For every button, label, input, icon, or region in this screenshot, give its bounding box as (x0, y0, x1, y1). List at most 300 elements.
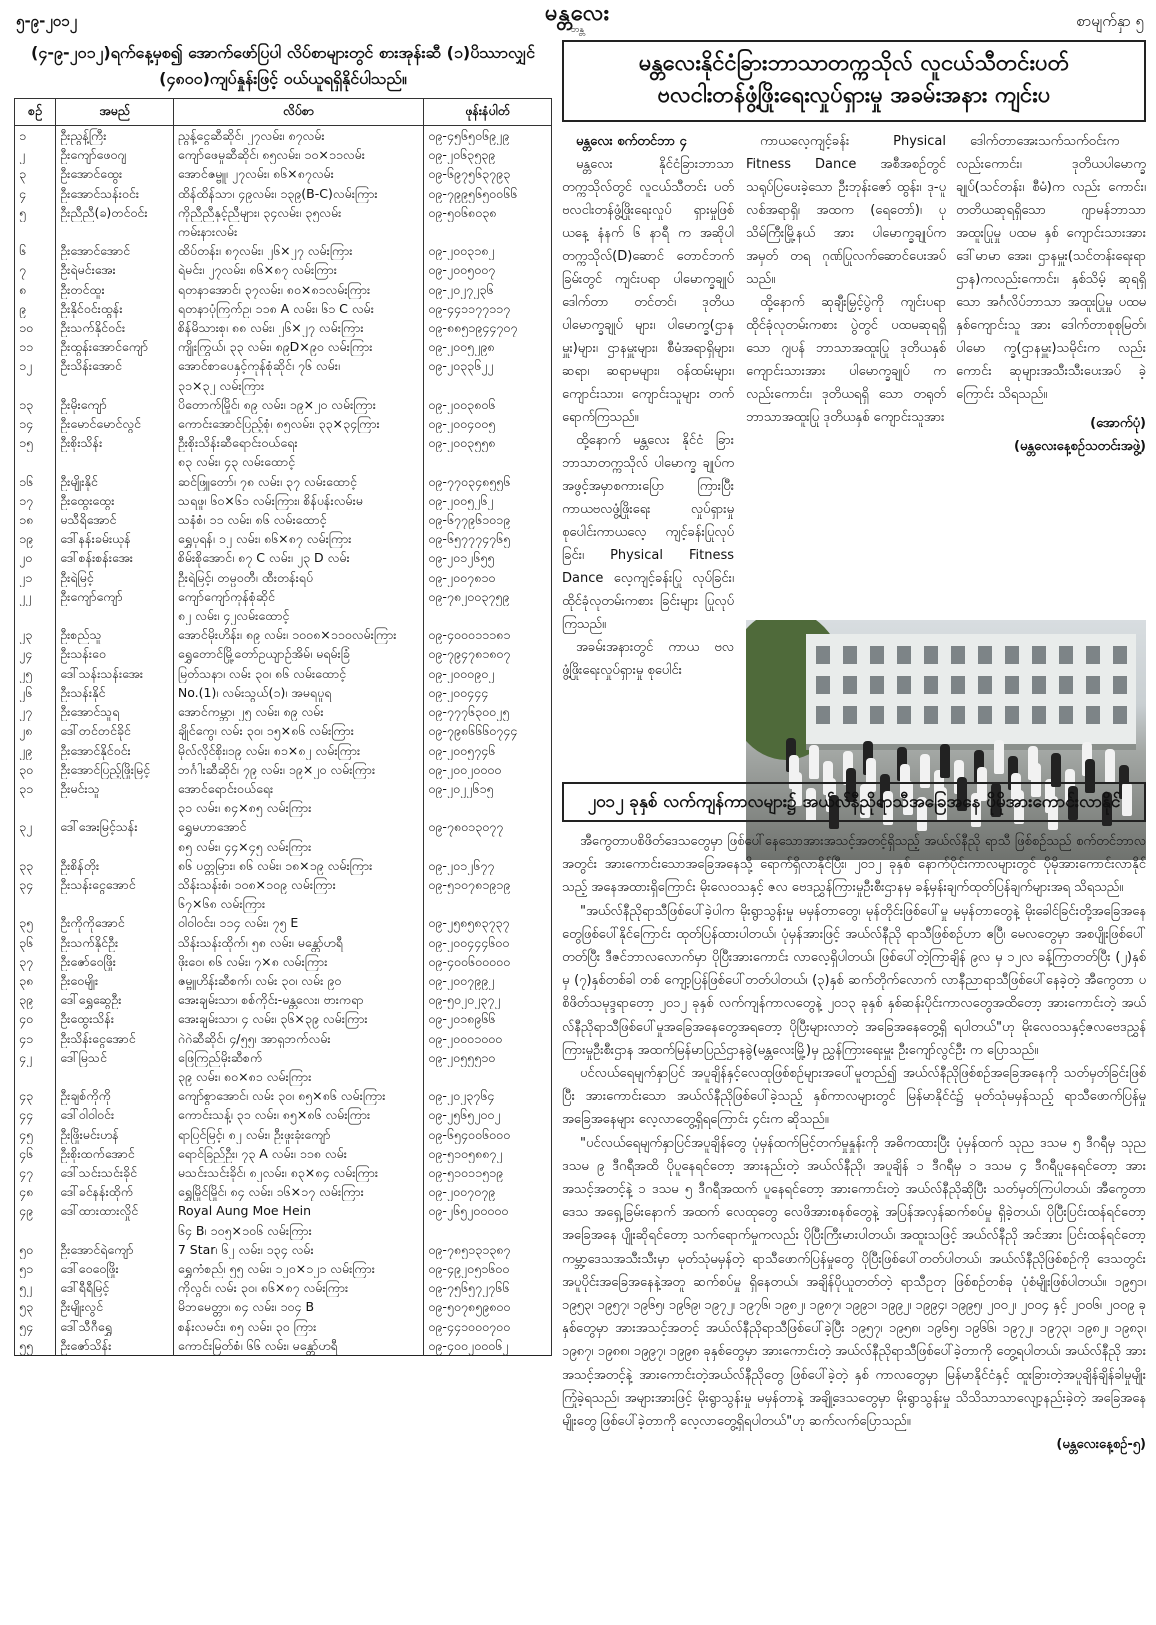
seller-address: ကောင်းအောင်ပြည့်စုံ၊ ၈၅လမ်း၊ ၃၃×၃၄ကြား (173, 414, 423, 433)
seller-phone: ၀၉-၄၅၆၅၀၆၉၂၉ (424, 126, 552, 146)
table-row (15, 779, 552, 798)
seller-phone: ၀၉-၇၇၇၆၃၀၀၂၅ (424, 702, 552, 721)
seller-name: ဦးတင်ထူး (56, 280, 174, 299)
row-number: ၁၇ (15, 491, 56, 510)
table-row (15, 587, 552, 606)
seller-name: ဒေါ်ထားထားလှိုင် (56, 1201, 174, 1220)
row-number: ၄၉ (15, 1201, 56, 1220)
seller-phone: ၀၉-၂၀၀၃၈၀၆ (424, 395, 552, 414)
article2-paragraph: ပင်လယ်ရေမျက်နှာပြင် အပူချိန်နှင့်လေထုဖြစ်စဉ်များအပေါ်မူတည်၍ အယ်လ်နီညိုဖြစ်စဉ်အခြေအနေကို သတ်မှတ်ခြင်းဖြစ်ပြီး အားကောင်းသော အယ်လ်နီညိုဖြစ်ပေါ်ခဲ့သည့် နှစ်ကာလများတွင် မြန်မာနိုင်ငံ၌ မုတ်သုံမမှန်သည့် ရာသီဖောက်ပြန်မှုအခြေအနေများ လေ့လာတွေ့ရှိရကြောင်း ၄င်းက ဆိုသည်။ (562, 1066, 1146, 1128)
seller-name: ဦးဖြိုးမင်းဟန် (56, 1125, 174, 1144)
seller-phone: ၀၉-၂၀၃၃၆၂၂ (424, 356, 552, 375)
table-row (15, 798, 552, 817)
seller-address: ဖြေကြည်မိုးဆီစက် (173, 1048, 423, 1067)
row-number: ၈ (15, 280, 56, 299)
photo-window (1086, 706, 1100, 724)
dateline: မန္တလေး စက်တင်ဘာ ၄ (576, 134, 687, 149)
seller-phone: ၀၉-၂၀၀၃၁၈၂ (424, 241, 552, 260)
seller-phone: ၀၉-၂၀၀၃၅၅၈ (424, 433, 552, 452)
row-number: ၄၁ (15, 1029, 56, 1048)
seller-phone: ၀၉-၆၇၇၉၆၁၀၁၉ (424, 510, 552, 529)
photo-window (1059, 646, 1073, 664)
seller-name: ဦးမင်းသူ (56, 779, 174, 798)
row-number: ၂၈ (15, 721, 56, 740)
row-number: ၁၃ (15, 395, 56, 414)
seller-address: ဆင်ဖြူတော်၊ ၇၈ လမ်း၊ ၃၇ လမ်းထောင့် (173, 472, 423, 491)
seller-name: ဦးဇော်ဝေဖြိုး (56, 952, 174, 971)
page-number: စာမျက်နှာ ၅ (1076, 12, 1144, 30)
seller-address: ရဲမင်း၊ ၂၇လမ်း၊ ၈၆×၈၇ လမ်းကြား (173, 260, 423, 279)
table-row (15, 337, 552, 356)
article1-paragraph: အခမ်းအနားတွင် ကာယ ဗလ ဖွံ့ဖြိုးရေးလှုပ်ရှားမှု စုပေါင်း (562, 640, 734, 678)
table-row (15, 664, 552, 683)
seller-name (56, 606, 174, 625)
table-row (15, 644, 552, 663)
table-row (15, 280, 552, 299)
seller-phone: ၀၉-၄၀၀၂၀၀၀၆၂ (424, 1336, 552, 1356)
table-row (15, 702, 552, 721)
seller-phone: ၀၉-၂၀၁၂၆၇၇ (424, 856, 552, 875)
directory-table (14, 98, 552, 1356)
seller-address: စိန်မိသားစု၊ ၈၈ လမ်း၊ ၂၆×၂၇ လမ်းကြား (173, 318, 423, 337)
seller-phone: ၀၉-၇၉၄၇၈၁၈၀၇ (424, 644, 552, 663)
table-row (15, 741, 552, 760)
table-row (15, 203, 552, 222)
seller-address: ၈၂ လမ်း၊ ၄၂လမ်းထောင့် (173, 606, 423, 625)
table-row (15, 837, 552, 856)
seller-name: ဦးအောင်အောင် (56, 241, 174, 260)
seller-address: မြတ်သနာ၊ လမ်း ၃၀၊ ၈၆ လမ်းထောင့် (173, 664, 423, 683)
table-row (15, 145, 552, 164)
row-number (15, 1067, 56, 1086)
table-row (15, 1086, 552, 1105)
table-row (15, 260, 552, 279)
seller-phone: ၀၉-၄၀၀၀၁၁၁၈၁ (424, 625, 552, 644)
photo-window (978, 646, 992, 664)
row-number: ၄၀ (15, 1009, 56, 1028)
photo-window (1086, 646, 1100, 664)
photo-window (843, 676, 857, 694)
seller-phone: ၀၉-၅၁၀၁၁၅၁၉ (424, 1163, 552, 1182)
seller-phone (424, 376, 552, 395)
table-row (15, 1105, 552, 1124)
seller-name: ဦးညီညီ(ခ)တင်ဝင်း (56, 203, 174, 222)
seller-name: ဦးညွန့်ကြီး (56, 126, 174, 146)
photo-window (843, 706, 857, 724)
seller-address: သနံစံ၊ ၁၁ လမ်း၊ ၈၆ လမ်းထောင့် (173, 510, 423, 529)
seller-phone: ၀၉-၇၇၀၃၄၈၅၅၆ (424, 472, 552, 491)
table-row (15, 990, 552, 1009)
row-number (15, 894, 56, 913)
seller-name (56, 894, 174, 913)
table-row (15, 510, 552, 529)
row-number: ၅၃ (15, 1297, 56, 1316)
news-section (562, 40, 1146, 1453)
row-number: ၂၇ (15, 702, 56, 721)
seller-phone: ၀၉-၇၉၈၆၆၆၀၇၄၄ (424, 721, 552, 740)
photo-window (870, 646, 884, 664)
photo-window (1032, 706, 1046, 724)
seller-name: ဒေါ်ရီရီမြင့် (56, 1278, 174, 1297)
seller-address: ဇမ္ဗူဟိန်းဆီစက်၊ လမ်း ၃၀၊ လမ်း ၉၀ (173, 971, 423, 990)
article1-body (562, 130, 1146, 722)
seller-phone (424, 894, 552, 913)
row-number: ၂၃ (15, 625, 56, 644)
row-number: ၃၅ (15, 913, 56, 932)
row-number: ၅၄ (15, 1317, 56, 1336)
table-row (15, 126, 552, 146)
row-number: ၁၅ (15, 433, 56, 452)
seller-name: ဦးအောင်ထွေး (56, 164, 174, 183)
seller-name (56, 1067, 174, 1086)
photo-window (1059, 706, 1073, 724)
seller-name: ဦးသက်နိုင်ဦး (56, 933, 174, 952)
seller-name (56, 452, 174, 471)
seller-name: ဦးမောင်မောင်လွင် (56, 414, 174, 433)
masthead-logo (515, 2, 640, 36)
article1-column-3 (956, 130, 1146, 458)
seller-phone: ၀၉-၇၈၂၀၀၃၇၅၉ (424, 587, 552, 606)
table-row (15, 1259, 552, 1278)
seller-name: ဦးအောင်သူရ (56, 702, 174, 721)
row-number (15, 798, 56, 817)
table-row (15, 184, 552, 203)
seller-name (56, 222, 174, 241)
seller-address: ၈၅ လမ်း၊ ၄၄×၄၅ လမ်းကြား (173, 837, 423, 856)
seller-phone: ၀၉-၂၀၅၅၅၁၀ (424, 1048, 552, 1067)
seller-address: ရာပြင်မြင့်၊ ၈၂ လမ်း၊ ဦးဖူးခုံးကျော် (173, 1125, 423, 1144)
photo-window (816, 706, 830, 724)
seller-phone: ၀၉-၂၀၀၀၁၀၀၀ (424, 1029, 552, 1048)
seller-phone: ၀၉-၂၀၀၄၄၄၆၀၀ (424, 933, 552, 952)
table-row (15, 1029, 552, 1048)
photo-window (978, 676, 992, 694)
seller-name: ဦးဇော်သိန်း (56, 1336, 174, 1356)
page-header (0, 0, 1156, 38)
seller-name: ဒေါ်ရွှေဆွေဦး (56, 990, 174, 1009)
seller-address: ကျိုးကြွယ်၊ ၃၃ လမ်း၊ ၈၉D×၉၀ လမ်းကြား (173, 337, 423, 356)
seller-address: ချိုင်ကွေ၊ လမ်း ၃၀၊ ၁၅×၈၆ လမ်းကြား (173, 721, 423, 740)
row-number (15, 606, 56, 625)
seller-name: ဦးမျိုးလွင် (56, 1297, 174, 1316)
seller-address: ၃၁ လမ်း၊ ၈၄×၈၅ လမ်းကြား (173, 798, 423, 817)
seller-phone: ၀၉-၈၈၅၁၉၄၄၇၀၇ (424, 318, 552, 337)
seller-address: ရွှေပုရန်၊ ၁၂ လမ်း၊ ၈၆×၈၇ လမ်းကြား (173, 529, 423, 548)
article1-headline-line2: ဗလငါးတန်ဖွံ့ဖြိုးရေးလှုပ်ရှားမှု အခမ်းအနား ကျင်းပ (657, 83, 1051, 108)
seller-address: ဖိုးဝေ၊ ၈၆ လမ်း၊ ၇×၈ လမ်းကြား (173, 952, 423, 971)
row-number: ၄၃ (15, 1086, 56, 1105)
photo-window (951, 646, 965, 664)
seller-address: အေးချမ်းသာ၊ စစ်ကိုင်း-မန္တလေး၊ ဗားကရာ (173, 990, 423, 1009)
article2-paragraph: "ပင်လယ်ရေမျက်နှာပြင်အပူချိန်တွေ ပုံမှန်ထက်မြင့်တက်မှုနှုန်းကို အဓိကထားပြီး ပုံမှန်ထက် သုည ဒသမ ၅ ဒီဂရီမှ သုည ဒသမ ၉ ဒီဂရီအထိ ပိုပူနေရင်တော့ အားနည်းတဲ့ အယ်လ်နီညို၊ အပူချိန် ၁ ဒီဂရီမှ ၁ ဒသမ ၄ ဒီဂရီပူနေရင်တော့ အားအသင့်အတင့်နဲ့ ၁ ဒသမ ၅ ဒီဂရီအထက် ပူနေရင်တော့ အားကောင်းတဲ့ အယ်လ်နီညိုဆိုပြီး သတ်မှတ်ကြပါတယ်၊ အီကွေတာဒေသ အရှေ့ခြမ်းနောက် အထက် လေထုတွေ လေဖိအားစနစ်တွေနဲ့ အပြန်အလှန်ဆက်စပ်မှု ရှိခဲ့တယ်၊ ပိုပြီးပြင်းထန်ရင်တော့ အခြေအနေ ပျိုးဆိုရင်တော့ သက်ရောက်မှုကလည်း ပိုပြီးကြီးမားပါတယ်၊ အထူးသဖြင့် အယ်လ်နီညို အင်အား ပြင်းထန်ရင်တော့ ကမ္ဘာ့ဒေသအသီးသီးမှာ မုတ်သုံမမှန်တဲ့ ရာသီဖောက်ပြန်မှုတွေ ပိုပြီးဖြစ်ပေါ်တတ်ပါတယ်၊ အယ်လ်နီညိုဖြစ်စဉ်ကို ဒေသတွင်း အပူပိုင်းအခြေအနေနဲ့အတူ ဆက်စပ်မှု ရှိနေတယ်၊ အချိန်ပိုယူတတ်တဲ့ ရာသီဥတု ဖြစ်စဉ်တစ်ခု ပုံစံမျိုးဖြစ်ပါတယ်။ ၁၉၅၁၊ ၁၉၅၃၊ ၁၉၅၇၊ ၁၉၆၅၊ ၁၉၆၉၊ ၁၉၇၂၊ ၁၉၇၆၊ ၁၉၈၂၊ ၁၉၈၇၊ ၁၉၉၁၊ ၁၉၉၂၊ ၁၉၉၄၊ ၁၉၉၅၊ ၂၀၀၂၊ ၂၀၀၄ နှင့် ၂၀၀၆၊ ၂၀၀၉ ခုနှစ်တွေမှာ အားအသင့်အတင့် အယ်လ်နီညိုရာသီဖြစ်ပေါ်ခဲ့ပြီး ၁၉၅၇၊ ၁၉၅၈၊ ၁၉၆၅၊ ၁၉၆၆၊ ၁၉၇၂၊ ၁၉၇၃၊ ၁၉၈၂၊ ၁၉၈၃၊ ၁၉၈၇၊ ၁၉၈၈၊ ၁၉၉၇၊ ၁၉၉၈ ခုနှစ်တွေမှာ အားကောင်းတဲ့ အယ်လ်နီညိုရာသီဖြစ်ပေါ်ခဲ့တာကို တွေ့ရပါတယ်၊ အယ်လ်နီညို အားအသင့်အတင့်နဲ့ အားကောင်းတဲ့အယ်လ်နီညိုတွေ ဖြစ်ပေါ်ခဲ့တဲ့ နှစ် ကာလတွေမှာ မြန်မာနိုင်ငံနှင့် ထူးခြားတဲ့အပူချိန်ချိန်ခါမှုမျိုး ကြုံခဲ့ရသည်၊ အများအားဖြင့် မိုးရွာသွန်းမှု မမှန်တာနဲ့ အချို့ဒေသတွေမှာ မိုးရွာသွန်းမှု သိသိသာသာလျော့နည်းခဲ့တဲ့ အခြေအနေမျိုးတွေ ဖြစ်ပေါ်ခဲ့တာကို လေ့လာတွေ့ရှိရပါတယ်"ဟု ဆက်လက်ပြောသည်။ (562, 1135, 1146, 1430)
photo-window (924, 676, 938, 694)
seller-phone: ၀၉-၅၁၀၅၈၈၇၂ (424, 1144, 552, 1163)
table-row (15, 299, 552, 318)
col-header-address: လိပ်စာ (173, 99, 423, 126)
row-number: ၄၅ (15, 1125, 56, 1144)
row-number (15, 452, 56, 471)
seller-address: ၆၇×၆၈ လမ်းကြား (173, 894, 423, 913)
col-header-phone: ဖုန်းနံပါတ် (424, 99, 552, 126)
photo-person (809, 745, 819, 779)
row-number: ၄၄ (15, 1105, 56, 1124)
seller-address: ၈၆ ပတ္တမြား၊ ၈၆ လမ်း၊ ၁၈×၁၉ လမ်းကြား (173, 856, 423, 875)
seller-name (56, 376, 174, 395)
seller-name: ဒေါ်ဝါဝါဝင်း (56, 1105, 174, 1124)
row-number: ၄၇ (15, 1163, 56, 1182)
table-row (15, 1297, 552, 1316)
seller-phone: ၀၉-၅၁၀၇၈၁၉၁၉ (424, 875, 552, 894)
seller-name: ဒေါ်သင်းသင်းခိုင် (56, 1163, 174, 1182)
seller-phone: ၀၉-၇၈၀၁၃၀၇၇ (424, 817, 552, 836)
seller-phone: ၀၉-၇၅၆၅၇၂၇၆၆ (424, 1278, 552, 1297)
photo-window (924, 706, 938, 724)
seller-address: ကျော်စွာအောင်၊ လမ်း ၃၀၊ ၈၅×၈၆ လမ်းကြား (173, 1086, 423, 1105)
table-row (15, 1009, 552, 1028)
row-number: ၁၀ (15, 318, 56, 337)
col-header-no: စဉ် (15, 99, 56, 126)
seller-name: ဦးထွန်းအောင်ကျော် (56, 337, 174, 356)
seller-phone: ၀၉-၂၀၂၃၇၆၄ (424, 1086, 552, 1105)
table-body (15, 126, 552, 1356)
seller-address: No.(1)၊ လမ်းသွယ်(၁)၊ အမရပူရ (173, 683, 423, 702)
seller-address: ၃၁×၃၂ လမ်းကြား (173, 376, 423, 395)
seller-name: ဦးနိုင်ဝင်းထွန်း (56, 299, 174, 318)
seller-phone: ၀၉-၂၀၀၄၄၄ (424, 683, 552, 702)
seller-address: 7 Star၊ ၆၂ လမ်း၊ ၁၃၄ လမ်း (173, 1240, 423, 1259)
seller-phone: ၀၉-၂၆၅၂၀၀၀၀၀ (424, 1201, 552, 1220)
photo-window (924, 646, 938, 664)
seller-phone: ၀၉-၄၄၁၁၇၇၁၁၇ (424, 299, 552, 318)
table-row (15, 1067, 552, 1086)
row-number: ၃၆ (15, 933, 56, 952)
seller-address: ကိုညီညီနှင့်ညီများ၊ ၃၄လမ်း၊ ၃၅လမ်း (173, 203, 423, 222)
seller-name: ဒေါ်တင်တင်ခိုင် (56, 721, 174, 740)
seller-name: ဦးရဲမင်းအေး (56, 260, 174, 279)
seller-address: ဝါဝါဝင်း၊ ၁၁၄ လမ်း၊ ၇၅ E (173, 913, 423, 932)
seller-address: ရွှေမြိုင်မြိုင်၊ ၈၄ လမ်း၊ ၁၆×၁၇ လမ်းကြား (173, 1182, 423, 1201)
table-row (15, 414, 552, 433)
row-number: ၄ (15, 184, 56, 203)
seller-phone: ၀၉-၂၀၀၅၀၀၇ (424, 260, 552, 279)
seller-address: ၈၃ လမ်း၊ ၄၃ လမ်းထောင့် (173, 452, 423, 471)
seller-name: ဦးကျော်ဖေဝဂျ (56, 145, 174, 164)
row-number: ၅ (15, 203, 56, 222)
table-row (15, 1240, 552, 1259)
table-row (15, 817, 552, 836)
photo-window (1005, 706, 1019, 724)
table-row (15, 241, 552, 260)
seller-phone: ၀၉-၂၀၁၂၆၅၅ (424, 548, 552, 567)
seller-name: မသီရိအောင် (56, 510, 174, 529)
seller-phone: ၀၉-၇၉၉၅၆၅၀၀၆၆ (424, 184, 552, 203)
seller-phone: ၀၉-၄၉၂၀၅၁၆၀၀ (424, 1259, 552, 1278)
photo-window (816, 676, 830, 694)
seller-name: ဦးအောင်ရဲကျော် (56, 1240, 174, 1259)
seller-phone (424, 1067, 552, 1086)
row-number: ၆ (15, 241, 56, 260)
photo-window (816, 646, 830, 664)
photo-window (897, 676, 911, 694)
seller-name: ဦးစည်သူ (56, 625, 174, 644)
photo-window (897, 646, 911, 664)
photo-window (843, 646, 857, 664)
directory-title: (၄-၉-၂၀၁၂)ရက်နေ့မှစ၍ အောက်ဖော်ပြပါ လိပ်စာများတွင် စားအုန်းဆီ (၁)ပိဿာလျှင် (၄၈၀၀)ကျပ်နှုန်းဖြင့် ဝယ်ယူရရှိနိုင်ပါသည်။ (31, 43, 535, 88)
table-row (15, 395, 552, 414)
seller-address: ကိုလွင်၊ လမ်း ၃၀၊ ၈၆×၈၇ လမ်းကြား (173, 1278, 423, 1297)
logo-subtitle: ဘန္တ (570, 25, 585, 35)
seller-name: ဦးအောင်နိုင်ဝင်း (56, 741, 174, 760)
row-number: ၂၆ (15, 683, 56, 702)
row-number: ၃၄ (15, 875, 56, 894)
table-row (15, 971, 552, 990)
photo-window (1032, 646, 1046, 664)
row-number: ၁၄ (15, 414, 56, 433)
seller-name: ဒေါ်သီဂီရွှေ (56, 1317, 174, 1336)
seller-address: ကျော်ဖေမှုဆီဆိုင်၊ ၈၅လမ်း၊ ၁၀×၁၁လမ်း (173, 145, 423, 164)
seller-address: ဦးရဲမြင့်၊ တမ္ပဝတီ၊ ထီးတန်းရပ် (173, 568, 423, 587)
table-row (15, 683, 552, 702)
seller-address: သိန်းသန်းစံ၊ ၁၀၈×၁၀၉ လမ်းကြား (173, 875, 423, 894)
seller-name: ဦးဝေမျိုး (56, 971, 174, 990)
row-number: ၁၈ (15, 510, 56, 529)
table-row (15, 1317, 552, 1336)
photo-window (1059, 676, 1073, 694)
table-row (15, 568, 552, 587)
seller-phone: ၀၉-၂၀၂၂၆၁၅ (424, 779, 552, 798)
seller-name: ဒေါ်နန်းခမ်းယုန် (56, 529, 174, 548)
seller-phone: ၀၉-၂၀၀၇၉၉၂ (424, 971, 552, 990)
article1-paragraph: ဒေါက်တာအေးသက်သက်ဝင်းက လည်းကောင်း၊ ဒုတိယပါမောက္ခ ချုပ်(သင်တန်း၊ စီမံ)က လည်း ကောင်း၊ တတိယဆုရရှိသော ဂျာမန်ဘာသာအထူးပြုမှု ပထမ နှစ် ကျောင်းသားအား ဒေါ်မာမာ အေး၊ ဌာနမှူး(သင်တန်းရေးရာ ဌာန)ကလည်းကောင်း၊ နှစ်သိမ့် ဆုရရှိသော အင်္ဂလိပ်ဘာသာ အထူးပြုမှု ပထမနှစ်ကျောင်းသူ အား ဒေါက်တာစုစုမြတ်၊ ပါမော က္ခ(ဌာနမှူး)သမိုင်းက လည်း ကောင်း ဆုများအသီးသီးပေးအပ် ခဲ့ကြောင်း သိရသည်။ (956, 134, 1146, 402)
seller-name: ဦးစိုးထက်အောင် (56, 1144, 174, 1163)
seller-name: ဦးစိန်တိုး (56, 856, 174, 875)
photo-caption-note: (အောက်ပုံ) (1090, 416, 1146, 431)
row-number: ၂ (15, 145, 56, 164)
table-row (15, 1125, 552, 1144)
row-number: ၃၉ (15, 990, 56, 1009)
table-row (15, 222, 552, 241)
row-number: ၂၂ (15, 587, 56, 606)
photo-window (870, 676, 884, 694)
table-row (15, 491, 552, 510)
photo-window (1086, 676, 1100, 694)
photo-window (1113, 646, 1127, 664)
seller-address: ရတနာပုံကြက်ဥ၊ ၁၁၈ A လမ်း၊ ၆၁ C လမ်း (173, 299, 423, 318)
row-number (15, 1221, 56, 1240)
table-row (15, 933, 552, 952)
photo-window (1113, 676, 1127, 694)
seller-address: အောင်ရောင်းဝယ်ရေး (173, 779, 423, 798)
row-number: ၃၇ (15, 952, 56, 971)
table-row (15, 1336, 552, 1356)
seller-name: ဦးသိန်းငွေအောင် (56, 1029, 174, 1048)
oil-seller-directory (14, 40, 552, 1615)
seller-address: ရွှေမဟာအောင် (173, 817, 423, 836)
photo-person (994, 740, 1004, 774)
seller-name: ဦးစိုးသိန်း (56, 433, 174, 452)
seller-address: အောင်ကမ္ဘာ၊ ၂၅ လမ်း၊ ၈၉ လမ်း (173, 702, 423, 721)
seller-name: ဦးသန်းဝေ (56, 644, 174, 663)
seller-phone: ၀၉-၂၀၀၅၂၆၂ (424, 491, 552, 510)
row-number: ၁၆ (15, 472, 56, 491)
photo-window (870, 706, 884, 724)
seller-name: ဒေါ်ခင်နန်းထိုက် (56, 1182, 174, 1201)
seller-name: ဒေါ်စန်းစန်းအေး (56, 548, 174, 567)
seller-phone: ၀၉-၂၀၂၇၂၃၆ (424, 280, 552, 299)
seller-phone: ၀၉-၂၀၀၅၇၄၆ (424, 741, 552, 760)
seller-name (56, 1221, 174, 1240)
seller-phone: ၀၉-၅၀၂၀၂၃၇၂ (424, 990, 552, 1009)
seller-address: မသင်းသင်းခိုင်၊ ၈၂လမ်း၊ ၈၃×၈၄ လမ်းကြား (173, 1163, 423, 1182)
seller-address: ညွန့်ငွေဆီဆိုင်၊ ၂၇လမ်း၊ ၈၇လမ်း (173, 126, 423, 146)
col-header-name: အမည် (56, 99, 174, 126)
seller-phone: ၀၉-၂၀၀၂၀၀၀၀ (424, 760, 552, 779)
photo-window (1005, 646, 1019, 664)
seller-phone: ၀၉-၂၅၆၅၂၀၀၂ (424, 1105, 552, 1124)
article1-headline-box (562, 40, 1146, 122)
row-number: ၂၀ (15, 548, 56, 567)
seller-phone: ၀၉-၇၈၅၁၃၁၃၈၇ (424, 1240, 552, 1259)
table-row (15, 1182, 552, 1201)
table-row (15, 721, 552, 740)
seller-phone: ၀၉-၅၀၇၈၅၉၈၀၀ (424, 1297, 552, 1316)
table-row (15, 452, 552, 471)
article2-paragraph: အီကွေတာပစိဖိတ်ဒေသတွေမှာ ဖြစ်ပေါ်နေသောအားအသင့်အတင့်ရှိသည့် အယ်လ်နီညို ရာသီ ဖြစ်စဉ်သည် စက်တင်ဘာလအတွင်း အားကောင်းသောအခြေအနေသို့ ရောက်ရှိလာနိုင်ပြီး၊ ၂၀၁၂ ခုနှစ် နောက်ပိုင်းကာလများတွင် ပိုမိုအားကောင်းလာနိုင်သည့် အနေအထားရှိကြောင်း မိုးလေဝသနှင့် ဇလ ဗေဒညွှန်ကြားမှုဦးစီးဌာနမှ ခန့်မှန်းချက်ထုတ်ပြန်ချက်များအရ သိရသည်။ (562, 834, 1146, 896)
seller-name: ဦးသန်းနိုင် (56, 683, 174, 702)
article2-body (562, 830, 1146, 1456)
row-number (15, 376, 56, 395)
photo-window (951, 706, 965, 724)
row-number: ၁၁ (15, 337, 56, 356)
table-header-row (15, 99, 552, 126)
seller-address: Royal Aung Moe Hein (173, 1201, 423, 1220)
article2-headline: ၂၀၁၂ ခုနှစ် လက်ကျန်ကာလများ၌ အယ်လ်နီညိုရာသီအခြေအနေ ပိုမိုအားကောင်းလာနိုင် (562, 782, 1146, 822)
seller-name: ဦးသက်နိုင်ဝင်း (56, 318, 174, 337)
seller-address: ရွှေတောင်မြို့တော်ဥယျာဉ်အိမ်၊ မရမ်းခြံ (173, 644, 423, 663)
article1-headline-line1: မန္တလေးနိုင်ငံခြားဘာသာတက္ကသိုလ် လူငယ်သီတင်းပတ် (638, 51, 1070, 76)
seller-name: ဦးရဲမြင့် (56, 568, 174, 587)
article1-paragraph: ထို့နောက် မန္တလေး နိုင်ငံ ခြားဘာသာတက္ကသိုလ် ပါမောက္ခ ချုပ်က အဖွင့်အမှာစကားပြော ကြားပြီး ကာယဗလဖွံ့ဖြိုးရေး လှုပ်ရှားမှု စုပေါင်းကာယလေ့ ကျင့်ခန်းပြုလုပ်ခြင်း၊ Physical Fitness Dance လေ့ကျင့်ခန်းပြု လုပ်ခြင်း၊ ထိုင်ခုံလုတမ်းကစား ခြင်းများ ပြုလုပ်ကြသည်။ (562, 433, 734, 632)
seller-phone (424, 606, 552, 625)
seller-address: ထိပ်တန်း၊ ၈၇လမ်း၊ ၂၆×၂၇ လမ်းကြား (173, 241, 423, 260)
table-row (15, 1221, 552, 1240)
row-number: ၄၈ (15, 1182, 56, 1201)
table-row (15, 1201, 552, 1220)
seller-address: ရွှေကံစည်၊ ၅၅ လမ်း၊ ၁၂၀×၁၂၁ လမ်းကြား (173, 1259, 423, 1278)
table-row (15, 356, 552, 375)
article1-credit: (မန္တလေးနေ့စဉ်သတင်းအဖွဲ့) (1014, 439, 1146, 454)
seller-address: ဦးစိုးသိန်းဆီရောင်းဝယ်ရေး (173, 433, 423, 452)
seller-address: ဂဲဂဲဆီဆိုင်၊ ၄/၅၅၊ အာရှဘက်လမ်း (173, 1029, 423, 1048)
table-row (15, 472, 552, 491)
table-row (15, 548, 552, 567)
seller-name: ဦးသန်းငွေအောင် (56, 875, 174, 894)
seller-phone (424, 452, 552, 471)
row-number: ၂၄ (15, 644, 56, 663)
seller-address: အောင်ဇမ္ဗူ၊ ၂၇လမ်း၊ ၈၆×၈၇လမ်း (173, 164, 423, 183)
seller-phone: ၀၉-၂၀၀၇၈၁၀ (424, 568, 552, 587)
seller-phone: ၀၉-၂၀၁၈၉၆၆ (424, 1009, 552, 1028)
seller-name: ဦးမိုးကျော် (56, 395, 174, 414)
seller-phone: ၀၉-၆၅၄၀၀၆၀၀၀ (424, 1125, 552, 1144)
seller-name: ဒေါ်မြသင် (56, 1048, 174, 1067)
photo-window (951, 676, 965, 694)
seller-name: ဦးအောင်ပြည့်ဖြိုးမြင့် (56, 760, 174, 779)
row-number: ၂၁ (15, 568, 56, 587)
photo-window (978, 706, 992, 724)
seller-address: ပိတောက်မြိုင်၊ ၈၉ လမ်း၊ ၁၉×၂၀ လမ်းကြား (173, 395, 423, 414)
article1-paragraph: ကာယလေ့ကျင့်ခန်း Physical Fitness Dance အစီအစဉ်တွင် သရုပ်ပြပေးခဲ့သော ဦးဘုန်းဇော် ထွန်း၊ ဒု-ပူလစ်အရာရှိ၊ အထက (ရေတော်)၊ ပုသိမ်ကြီးမြို့နယ် အား ပါမောက္ခချုပ်က အမှတ် တရ ဂုဏ်ပြုလက်ဆောင်ပေးအပ် သည်။ (746, 134, 946, 287)
